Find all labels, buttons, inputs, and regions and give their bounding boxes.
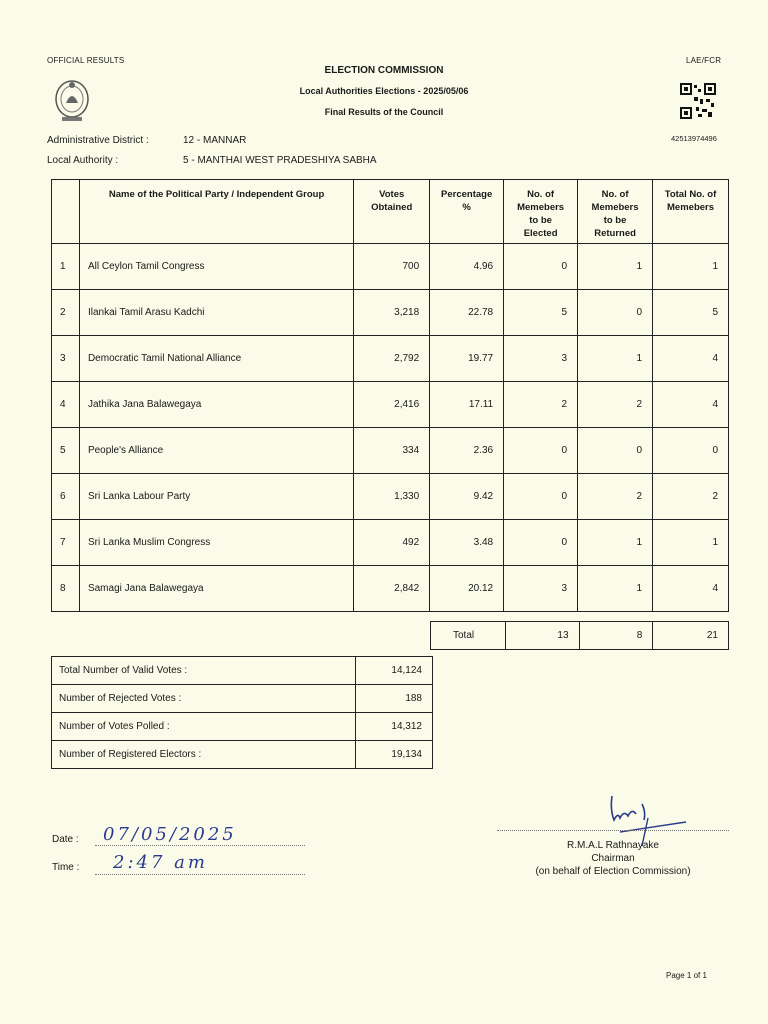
table-row: [52, 244, 729, 290]
party-name: Sri Lanka Labour Party: [79, 474, 353, 520]
party-name: Democratic Tamil National Alliance: [79, 336, 353, 382]
date-value: 07/05/2025: [103, 824, 237, 845]
summary-row: [52, 657, 433, 685]
header-percentage: Percentage %: [430, 180, 504, 244]
vote-percentage: 20.12: [430, 566, 504, 612]
district-label: Administrative District :: [47, 135, 149, 146]
members-total: 1: [653, 244, 729, 290]
summary-label: Number of Votes Polled :: [52, 713, 356, 741]
vote-percentage: 9.42: [430, 474, 504, 520]
votes-obtained: 492: [354, 520, 430, 566]
members-returned: 1: [578, 520, 653, 566]
signer-note: (on behalf of Election Commission): [535, 866, 691, 877]
members-returned: 2: [578, 382, 653, 428]
votes-obtained: 2,792: [354, 336, 430, 382]
summary-label: Number of Registered Electors :: [52, 741, 356, 769]
qr-code-icon: [680, 83, 716, 119]
members-elected: 2: [504, 382, 578, 428]
header-elected: No. of Memebers to be Elected: [504, 180, 578, 244]
members-returned: 0: [578, 428, 653, 474]
vote-summary-table: [51, 656, 433, 769]
totals-label: Total: [431, 622, 506, 650]
table-row: [52, 382, 729, 428]
row-index: 3: [52, 336, 80, 382]
members-elected: 3: [504, 336, 578, 382]
totals-members: 21: [653, 622, 729, 650]
members-returned: 1: [578, 336, 653, 382]
row-index: 4: [52, 382, 80, 428]
vote-percentage: 19.77: [430, 336, 504, 382]
header-returned: No. of Memebers to be Returned: [578, 180, 653, 244]
barcode-number: 42513974496: [671, 134, 717, 143]
members-elected: 3: [504, 566, 578, 612]
members-returned: 2: [578, 474, 653, 520]
members-elected: 0: [504, 244, 578, 290]
header-index: [52, 180, 80, 244]
totals-returned: 8: [579, 622, 653, 650]
district-value: 12 - MANNAR: [183, 135, 247, 146]
members-elected: 0: [504, 428, 578, 474]
table-header-row: [52, 180, 729, 244]
members-total: 2: [653, 474, 729, 520]
row-index: 5: [52, 428, 80, 474]
row-index: 8: [52, 566, 80, 612]
members-returned: 0: [578, 290, 653, 336]
summary-value: 19,134: [356, 741, 433, 769]
page-number: Page 1 of 1: [666, 971, 707, 980]
totals-elected: 13: [505, 622, 579, 650]
signer-name: R.M.A.L Rathnayake: [567, 840, 659, 851]
results-subtitle: Final Results of the Council: [324, 107, 444, 117]
vote-percentage: 4.96: [430, 244, 504, 290]
votes-obtained: 700: [354, 244, 430, 290]
authority-value: 5 - MANTHAI WEST PRADESHIYA SABHA: [183, 155, 377, 166]
row-index: 6: [52, 474, 80, 520]
time-value: 2:47 am: [113, 852, 208, 873]
header-votes: Votes Obtained: [354, 180, 430, 244]
summary-row: [52, 685, 433, 713]
summary-value: 188: [356, 685, 433, 713]
party-name: Ilankai Tamil Arasu Kadchi: [79, 290, 353, 336]
members-total: 4: [653, 382, 729, 428]
votes-obtained: 2,842: [354, 566, 430, 612]
signer-title: Chairman: [591, 853, 635, 864]
party-name: All Ceylon Tamil Congress: [79, 244, 353, 290]
members-total: 5: [653, 290, 729, 336]
members-total: 0: [653, 428, 729, 474]
header-party-name: Name of the Political Party / Independent Group: [79, 180, 353, 244]
official-results-tag: OFFICIAL RESULTS: [47, 56, 125, 65]
results-table: [51, 179, 729, 612]
vote-percentage: 22.78: [430, 290, 504, 336]
table-row: [52, 290, 729, 336]
totals-table: [430, 621, 729, 650]
table-row: [52, 520, 729, 566]
summary-value: 14,312: [356, 713, 433, 741]
members-elected: 5: [504, 290, 578, 336]
party-name: Jathika Jana Balawegaya: [79, 382, 353, 428]
vote-percentage: 3.48: [430, 520, 504, 566]
signature-line: [497, 827, 729, 831]
members-returned: 1: [578, 566, 653, 612]
vote-percentage: 17.11: [430, 382, 504, 428]
members-elected: 0: [504, 474, 578, 520]
table-row: [52, 474, 729, 520]
date-label: Date :: [52, 834, 79, 845]
table-row: [52, 428, 729, 474]
members-total: 4: [653, 566, 729, 612]
votes-obtained: 3,218: [354, 290, 430, 336]
summary-row: [52, 741, 433, 769]
row-index: 2: [52, 290, 80, 336]
members-returned: 1: [578, 244, 653, 290]
members-total: 4: [653, 336, 729, 382]
votes-obtained: 1,330: [354, 474, 430, 520]
row-index: 1: [52, 244, 80, 290]
party-name: Samagi Jana Balawegaya: [79, 566, 353, 612]
party-name: People's Alliance: [79, 428, 353, 474]
members-elected: 0: [504, 520, 578, 566]
summary-row: [52, 713, 433, 741]
votes-obtained: 2,416: [354, 382, 430, 428]
form-code-tag: LAE/FCR: [686, 56, 722, 65]
page-title: ELECTION COMMISSION: [324, 65, 444, 76]
election-subtitle: Local Authorities Elections - 2025/05/06: [299, 86, 469, 96]
header-total-members: Total No. of Memebers: [653, 180, 729, 244]
summary-label: Total Number of Valid Votes :: [52, 657, 356, 685]
summary-value: 14,124: [356, 657, 433, 685]
table-row: [52, 336, 729, 382]
row-index: 7: [52, 520, 80, 566]
votes-obtained: 334: [354, 428, 430, 474]
vote-percentage: 2.36: [430, 428, 504, 474]
authority-label: Local Authority :: [47, 155, 119, 166]
members-total: 1: [653, 520, 729, 566]
table-row: [52, 566, 729, 612]
emblem-icon: [52, 77, 92, 127]
summary-label: Number of Rejected Votes :: [52, 685, 356, 713]
party-name: Sri Lanka Muslim Congress: [79, 520, 353, 566]
totals-row: [431, 622, 729, 650]
time-label: Time :: [52, 862, 80, 873]
